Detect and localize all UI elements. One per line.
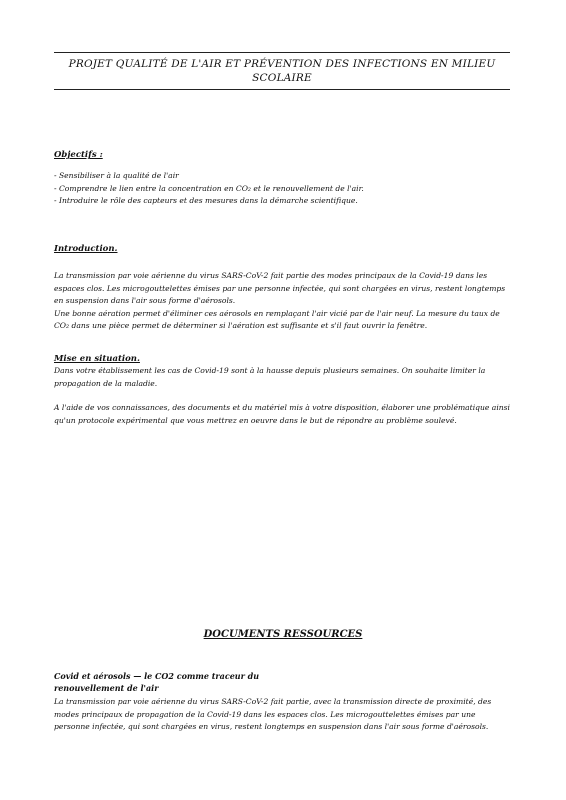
title-box [54, 52, 510, 90]
document-1-text [54, 696, 510, 734]
objectifs-list [54, 170, 510, 208]
introduction-paragraph-2: Une bonne aération permet d'éliminer ces aérosols en remplaçant l'air vicié par de l'air neuf. La mesure du taux de CO₂ dans une pièce permet de déterminer si l'aération est suffisante et s'il faut ouvrir la fenêtre. [54, 308, 500, 331]
documents-heading: DOCUMENTS RESSOURCES [203, 629, 363, 640]
objectif-item-2: - Comprendre le lien entre la concentration en CO₂ et le renouvellement de l'air. [54, 183, 364, 193]
introduction-paragraph-1: La transmission par voie aérienne du virus SARS-CoV-2 fait partie des modes principaux de la Covid-19 dans les espaces clos. Les microgouttelettes émises par une personne infectée, qui sont chargées en virus, restent longtemps en suspension dans l'air sous forme d'aérosols. [54, 271, 506, 306]
introduction-text [54, 270, 510, 333]
introduction-heading: Introduction. [54, 244, 118, 254]
document-1-title: Covid et aérosols — le CO2 comme traceur du renouvellement de l'air [54, 671, 260, 693]
title-line-2: SCOLAIRE [252, 72, 312, 84]
mise-en-situation-text [54, 365, 510, 427]
objectif-item-1: - Sensibiliser à la qualité de l'air [54, 171, 179, 180]
title-line-1: PROJET QUALITÉ DE L'AIR ET PRÉVENTION DES INFECTIONS EN MILIEU [68, 58, 496, 70]
situation-paragraph-2: A l'aide de vos connaissances, des documents et du matériel mis à votre disposition, élaborer une problématique ainsi qu'un protocole expérimental que vous mettrez en oeuvre dans le but de répondre au problème soulevé. [54, 403, 510, 425]
objectifs-heading: Objectifs : [54, 150, 103, 160]
mise-en-situation-heading: Mise en situation. [54, 354, 140, 364]
objectif-item-3: - Introduire le rôle des capteurs et des mesures dans la démarche scientifique. [54, 196, 358, 206]
situation-paragraph-1: Dans votre établissement les cas de Covid-19 sont à la hausse depuis plusieurs semaines. On souhaite limiter la propagation de la maladie. [54, 366, 486, 388]
document-1-paragraph: La transmission par voie aérienne du virus SARS-CoV-2 fait partie, avec la transmission directe de proximité, des modes principaux de propagation de la Covid-19 dans les espaces clos. Les microgouttelettes émises par une personne infectée, qui sont chargées en virus, restent longtemps en suspension dans l'air sous forme d'aérosols. [54, 697, 492, 732]
